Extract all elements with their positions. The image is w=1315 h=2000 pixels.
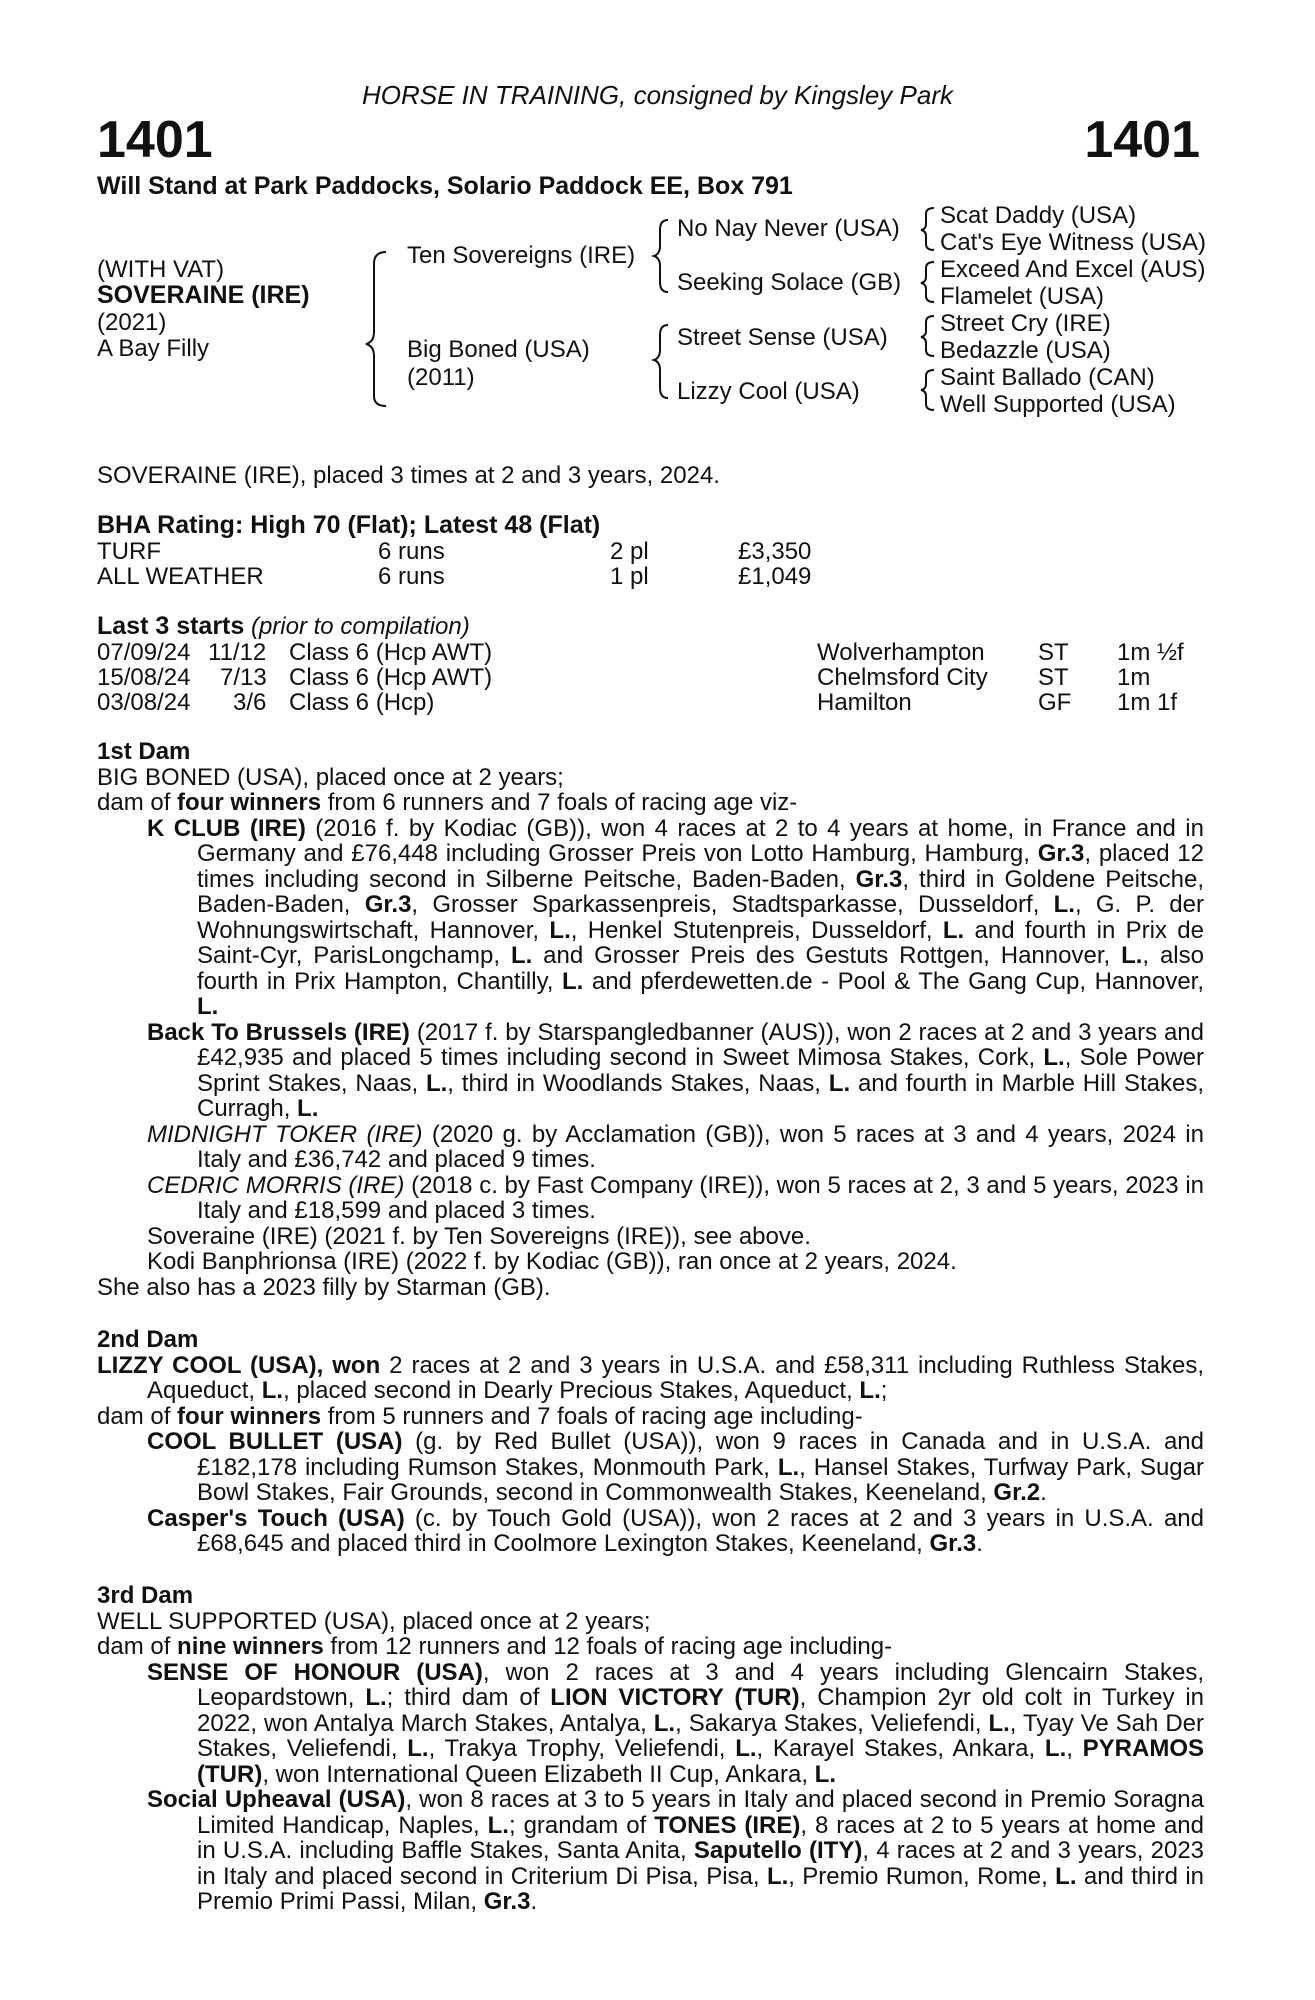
start-position: 7/13 xyxy=(220,664,267,691)
start-going: ST xyxy=(1038,639,1069,666)
second-dam-produce-line: dam of four winners from 5 runners and 7 foals of racing age including- xyxy=(97,1402,863,1430)
first-dam-produce-line: dam of four winners from 6 runners and 7 foals of racing age viz- xyxy=(97,789,798,816)
lot-number-left: 1401 xyxy=(97,111,213,169)
progeny-back-to-brussels: Back To Brussels (IRE) (2017 f. by Starspangledbanner (AUS)), won 2 races at 2 and 3 years and £42,935 and placed 5 times including second in Sweet Mimosa Stakes, Cork, L., Sole Power Sprint Stakes, Naas, L., third in Woodlands Stakes, Naas, L. and fourth in Marble Hill Stakes, Curragh, L. xyxy=(147,1018,1205,1122)
third-dam-title: 3rd Dam xyxy=(97,1582,194,1609)
horse-description: A Bay Filly xyxy=(97,335,210,362)
progeny-social-upheaval: Social Upheaval (USA), won 8 races at 3 to 5 years in Italy and placed second in Premio Soragna Limited Handicap, Naples, L.; grandam of TONES (IRE), 8 races at 2 to 5 years at home and in U.S.A. including Baffle Stakes, Santa Anita, Saputello (ITY), 4 races at 2 and 3 years, 2023 in Italy and placed second in Criterium Di Pisa, Pisa, L., Premio Rumon, Rome, L. and third in Premio Primi Passi, Milan, Gr.3. xyxy=(147,1786,1205,1915)
start-position: 11/12 xyxy=(208,639,267,666)
vat-note: (WITH VAT) xyxy=(97,256,225,283)
second-dam-line: LIZZY COOL (USA), won 2 races at 2 and 3 years in U.S.A. and £58,311 including Ruthless Stakes, Aqueduct, L., placed second in Dearly Precious Stakes, Aqueduct, L.; xyxy=(97,1351,1205,1404)
progeny-kodi-banphrionsa: Kodi Banphrionsa (IRE) (2022 f. by Kodiac (GB)), ran once at 2 years, 2024. xyxy=(147,1248,957,1275)
last-starts-note: (prior to compilation) xyxy=(250,613,470,640)
start-distance: 1m 1f xyxy=(1117,689,1178,716)
start-date: 15/08/24 xyxy=(97,664,191,691)
dam-dam: Lizzy Cool (USA) xyxy=(677,378,860,405)
rating-surface: TURF xyxy=(97,538,161,565)
progeny-cool-bullet: COOL BULLET (USA) (g. by Red Bullet (USA)), won 9 races in Canada and in U.S.A. and £182,178 including Rumson Stakes, Monmouth Park, L., Hansel Stakes, Turfway Park, Sugar Bowl Stakes, Fair Grounds, second in Commonwealth Stakes, Keeneland, Gr.2. xyxy=(147,1428,1204,1506)
progeny-k-club: K CLUB (IRE) (2016 f. by Kodiac (GB)), won 4 races at 2 to 4 years at home, in France and in Germany and £76,448 including Grosser Preis von Lotto Hamburg, Hamburg, Gr.3, placed 12 times including second in Silberne Peitsche, Baden-Baden, Gr.3, third in Goldene Peitsche, Baden-Baden, Gr.3, Grosser Sparkassenpreis, Stadtsparkasse, Dusseldorf, L., G. P. der Wohnungswirtschaft, Hannover, L., Henkel Stutenpreis, Dusseldorf, L. and fourth in Prix de Saint-Cyr, ParisLongchamp, L. and Grosser Preis des Gestuts Rottgen, Hannover, L., also fourth in Prix Hampton, Chantilly, L. and pferdewetten.de - Pool & The Gang Cup, Hannover, L. xyxy=(147,814,1205,1020)
start-distance: 1m ½f xyxy=(1117,639,1184,666)
sire: Ten Sovereigns (IRE) xyxy=(407,242,636,269)
first-dam-section xyxy=(97,739,1204,1300)
sd-sire: Exceed And Excel (AUS) xyxy=(940,256,1206,283)
start-position: 3/6 xyxy=(233,689,267,716)
start-going: GF xyxy=(1038,689,1072,716)
progeny-caspers-touch: Casper's Touch (USA) (c. by Touch Gold (USA)), won 2 races at 2 and 3 years in U.S.A. and £68,645 and placed third in Coolmore Lexington Stakes, Keeneland, Gr.3. xyxy=(147,1504,1204,1557)
first-dam-note: She also has a 2023 filly by Starman (GB). xyxy=(97,1273,551,1301)
start-date: 03/08/24 xyxy=(97,689,191,716)
sd-dam: Flamelet (USA) xyxy=(940,283,1105,310)
start-race: Class 6 (Hcp AWT) xyxy=(289,664,493,691)
progeny-cedric-morris: CEDRIC MORRIS (IRE) (2018 c. by Fast Company (IRE)), won 5 races at 2, 3 and 5 years, 2023 in Italy and £18,599 and placed 3 times. xyxy=(147,1171,1204,1224)
sire-sire: No Nay Never (USA) xyxy=(677,215,900,242)
rating-money: £1,049 xyxy=(738,563,812,590)
ds-sire: Street Cry (IRE) xyxy=(940,310,1111,337)
progeny-sense-of-honour: SENSE OF HONOUR (USA), won 2 races at 3 and 4 years including Glencairn Stakes, Leopardstown, L.; third dam of LION VICTORY (TUR), Champion 2yr old colt in Turkey in 2022, won Antalya March Stakes, Antalya, L., Sakarya Stakes, Veliefendi, L., Tyay Ve Sah Der Stakes, Veliefendi, L., Trakya Trophy, Veliefendi, L., Karayel Stakes, Ankara, L., PYRAMOS (TUR), won International Queen Elizabeth II Cup, Ankara, L. xyxy=(147,1658,1205,1788)
rating-money: £3,350 xyxy=(738,538,812,565)
start-course: Hamilton xyxy=(817,689,912,716)
lot-number-right: 1401 xyxy=(1084,111,1200,169)
last-starts-title: Last 3 starts xyxy=(97,612,245,640)
start-course: Chelmsford City xyxy=(817,664,988,691)
progeny-midnight-toker: MIDNIGHT TOKER (IRE) (2020 g. by Acclamation (GB)), won 5 races at 3 and 4 years, 2024 in Italy and £36,742 and placed 9 times. xyxy=(147,1120,1204,1173)
progeny-soveraine: Soveraine (IRE) (2021 f. by Ten Sovereigns (IRE)), see above. xyxy=(147,1222,811,1250)
start-going: ST xyxy=(1038,664,1069,691)
bha-rating-title: BHA Rating: High 70 (Flat); Latest 48 (Flat) xyxy=(97,511,601,539)
dam-year: (2011) xyxy=(407,364,475,391)
catalogue-subtitle: HORSE IN TRAINING, consigned by Kingsley Park xyxy=(362,80,953,110)
start-course: Wolverhampton xyxy=(817,639,985,666)
rating-runs: 6 runs xyxy=(378,538,445,565)
rating-surface: ALL WEATHER xyxy=(97,563,264,590)
last-starts-heading xyxy=(97,614,470,639)
start-distance: 1m xyxy=(1117,664,1151,691)
dam-sire: Street Sense (USA) xyxy=(677,324,888,351)
ss-dam: Cat's Eye Witness (USA) xyxy=(940,229,1206,256)
dd-sire: Saint Ballado (CAN) xyxy=(940,364,1155,391)
ds-dam: Bedazzle (USA) xyxy=(940,337,1111,364)
rating-placed: 1 pl xyxy=(610,563,649,590)
dd-dam: Well Supported (USA) xyxy=(940,391,1176,418)
horse-year: (2021) xyxy=(97,309,167,336)
sire-dam: Seeking Solace (GB) xyxy=(677,269,902,296)
start-race: Class 6 (Hcp) xyxy=(289,689,435,716)
first-dam-line: BIG BONED (USA), placed once at 2 years; xyxy=(97,763,564,791)
second-dam-section xyxy=(97,1327,1204,1557)
ss-sire: Scat Daddy (USA) xyxy=(940,202,1137,229)
third-dam-produce-line: dam of nine winners from 12 runners and 12 foals of racing age including- xyxy=(97,1633,893,1660)
stand-location: Will Stand at Park Paddocks, Solario Paddock EE, Box 791 xyxy=(97,172,793,200)
rating-placed: 2 pl xyxy=(610,538,649,565)
third-dam-section xyxy=(97,1583,1204,1915)
start-date: 07/09/24 xyxy=(97,639,191,666)
rating-runs: 6 runs xyxy=(378,563,445,590)
first-dam-title: 1st Dam xyxy=(97,738,191,765)
start-race: Class 6 (Hcp AWT) xyxy=(289,639,493,666)
second-dam-title: 2nd Dam xyxy=(97,1326,199,1353)
third-dam-line: WELL SUPPORTED (USA), placed once at 2 years; xyxy=(97,1607,651,1635)
dam: Big Boned (USA) xyxy=(407,336,590,363)
race-summary: SOVERAINE (IRE), placed 3 times at 2 and 3 years, 2024. xyxy=(97,462,720,489)
horse-name: SOVERAINE (IRE) xyxy=(97,281,310,309)
